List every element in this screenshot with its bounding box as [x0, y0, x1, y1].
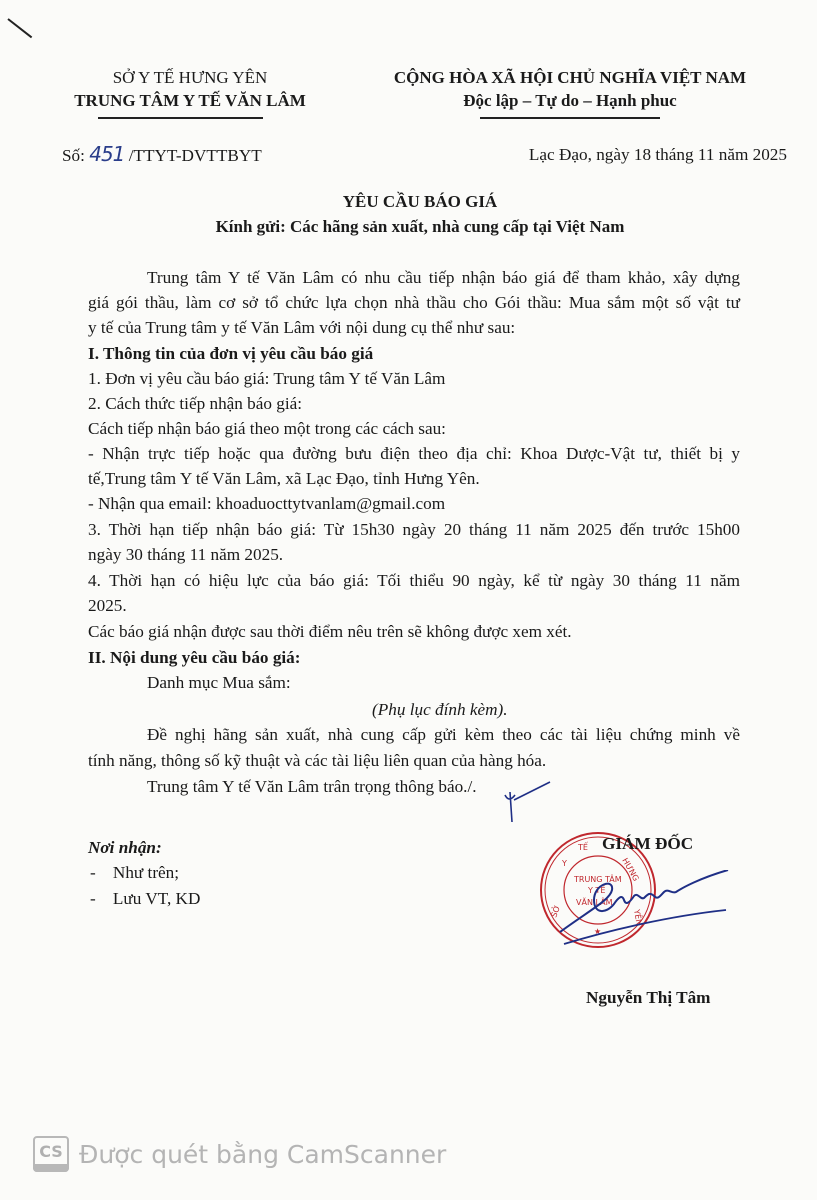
svg-text:VĂN LÂM: VĂN LÂM: [576, 898, 613, 907]
initial-mark: [500, 780, 560, 825]
svg-text:TRUNG TÂM: TRUNG TÂM: [574, 875, 622, 884]
section-1-item-3-line-2: ngày 30 tháng 11 năm 2025.: [88, 545, 284, 564]
pen-mark: [7, 18, 32, 38]
camscanner-logo-icon: CS: [33, 1136, 69, 1172]
method-1-line-1: - Nhận trực tiếp hoặc qua đường bưu điện theo địa chỉ: Khoa Dược-Vật tư, thiết bị y: [88, 444, 740, 463]
motto-underline: [480, 117, 660, 119]
request-line-2: tính năng, thông số kỹ thuật và các tài liệu liên quan của hàng hóa.: [88, 751, 547, 770]
document-title: YÊU CẦU BÁO GIÁ: [342, 192, 498, 211]
section-1-item-4-line-1: 4. Thời hạn có hiệu lực của báo giá: Tối thiểu 90 ngày, kể từ ngày 30 tháng 11 năm: [88, 571, 740, 590]
unit-underline: [98, 117, 263, 119]
number-suffix: /TTYT-DVTTBYT: [128, 146, 262, 165]
closing-line: Trung tâm Y tế Văn Lâm trân trọng thông báo./.: [147, 777, 477, 796]
document-number: [62, 142, 262, 166]
camscanner-watermark: [33, 1136, 446, 1172]
watermark-text: Được quét bằng CamScanner: [79, 1139, 447, 1169]
agency-name: SỞ Y TẾ HƯNG YÊN: [112, 68, 268, 87]
method-1-line-2: tế,Trung tâm Y tế Văn Lâm, xã Lạc Đạo, tỉnh Hưng Yên.: [88, 469, 480, 488]
methods-intro: Cách tiếp nhận báo giá theo một trong các cách sau:: [88, 419, 446, 438]
svg-text:HƯNG: HƯNG: [620, 856, 641, 883]
handwritten-number: 451: [89, 142, 125, 166]
recipient-item: - Lưu VT, KD: [90, 889, 201, 908]
recipients-label: Nơi nhận:: [88, 838, 162, 857]
appendix-note: (Phụ lục đính kèm).: [372, 700, 508, 719]
section-1-note: Các báo giá nhận được sau thời điểm nêu trên sẽ không được xem xét.: [88, 622, 572, 641]
motto: Độc lập – Tự do – Hạnh phuc: [463, 91, 677, 110]
recipient-item: - Như trên;: [90, 863, 180, 882]
svg-text:Y: Y: [562, 859, 567, 868]
svg-text:YÊN: YÊN: [632, 908, 644, 927]
section-1-item-3-line-1: 3. Thời hạn tiếp nhận báo giá: Từ 15h30 ngày 20 tháng 11 năm 2025 đến trước 15h00: [88, 520, 740, 539]
section-1-item-4-line-2: 2025.: [88, 596, 127, 615]
handwritten-signature: [550, 870, 770, 960]
recipient-line: Kính gửi: Các hãng sản xuất, nhà cung cấp tại Việt Nam: [215, 217, 625, 236]
section-1-item-1: 1. Đơn vị yêu cầu báo giá: Trung tâm Y tế Văn Lâm: [88, 369, 446, 388]
section-1-item-2: 2. Cách thức tiếp nhận báo giá:: [88, 394, 303, 413]
section-2-heading: II. Nội dung yêu cầu báo giá:: [88, 648, 301, 667]
signatory-title: GIÁM ĐỐC: [602, 834, 694, 853]
nation-name: CỘNG HÒA XÃ HỘI CHỦ NGHĨA VIỆT NAM: [393, 68, 747, 87]
intro-line-2: giá gói thầu, làm cơ sở tổ chức lựa chọn nhà thầu cho Gói thầu: Mua sắm một số vật tư: [88, 293, 740, 312]
svg-text:TẾ: TẾ: [578, 843, 588, 852]
unit-name: TRUNG TÂM Y TẾ VĂN LÂM: [74, 91, 306, 110]
svg-text:SỞ: SỞ: [549, 903, 563, 919]
section-1-heading: I. Thông tin của đơn vị yêu cầu báo giá: [88, 344, 374, 363]
signatory-name: Nguyễn Thị Tâm: [586, 988, 711, 1007]
svg-text:★: ★: [594, 927, 602, 936]
svg-text:Y TẾ: Y TẾ: [588, 886, 606, 895]
number-label: Số:: [62, 146, 85, 165]
intro-line-3: y tế của Trung tâm y tế Văn Lâm với nội dung cụ thể như sau:: [88, 318, 516, 337]
intro-line-1: Trung tâm Y tế Văn Lâm có nhu cầu tiếp nhận báo giá để tham khảo, xây dựng: [147, 268, 740, 287]
list-label: Danh mục Mua sắm:: [147, 673, 291, 692]
place-date: Lạc Đạo, ngày 18 tháng 11 năm 2025: [528, 145, 787, 164]
request-line-1: Đề nghị hãng sản xuất, nhà cung cấp gửi kèm theo các tài liệu chứng minh về: [147, 725, 740, 744]
method-2-email: - Nhận qua email: khoaduocttytvanlam@gmail.com: [88, 494, 446, 513]
